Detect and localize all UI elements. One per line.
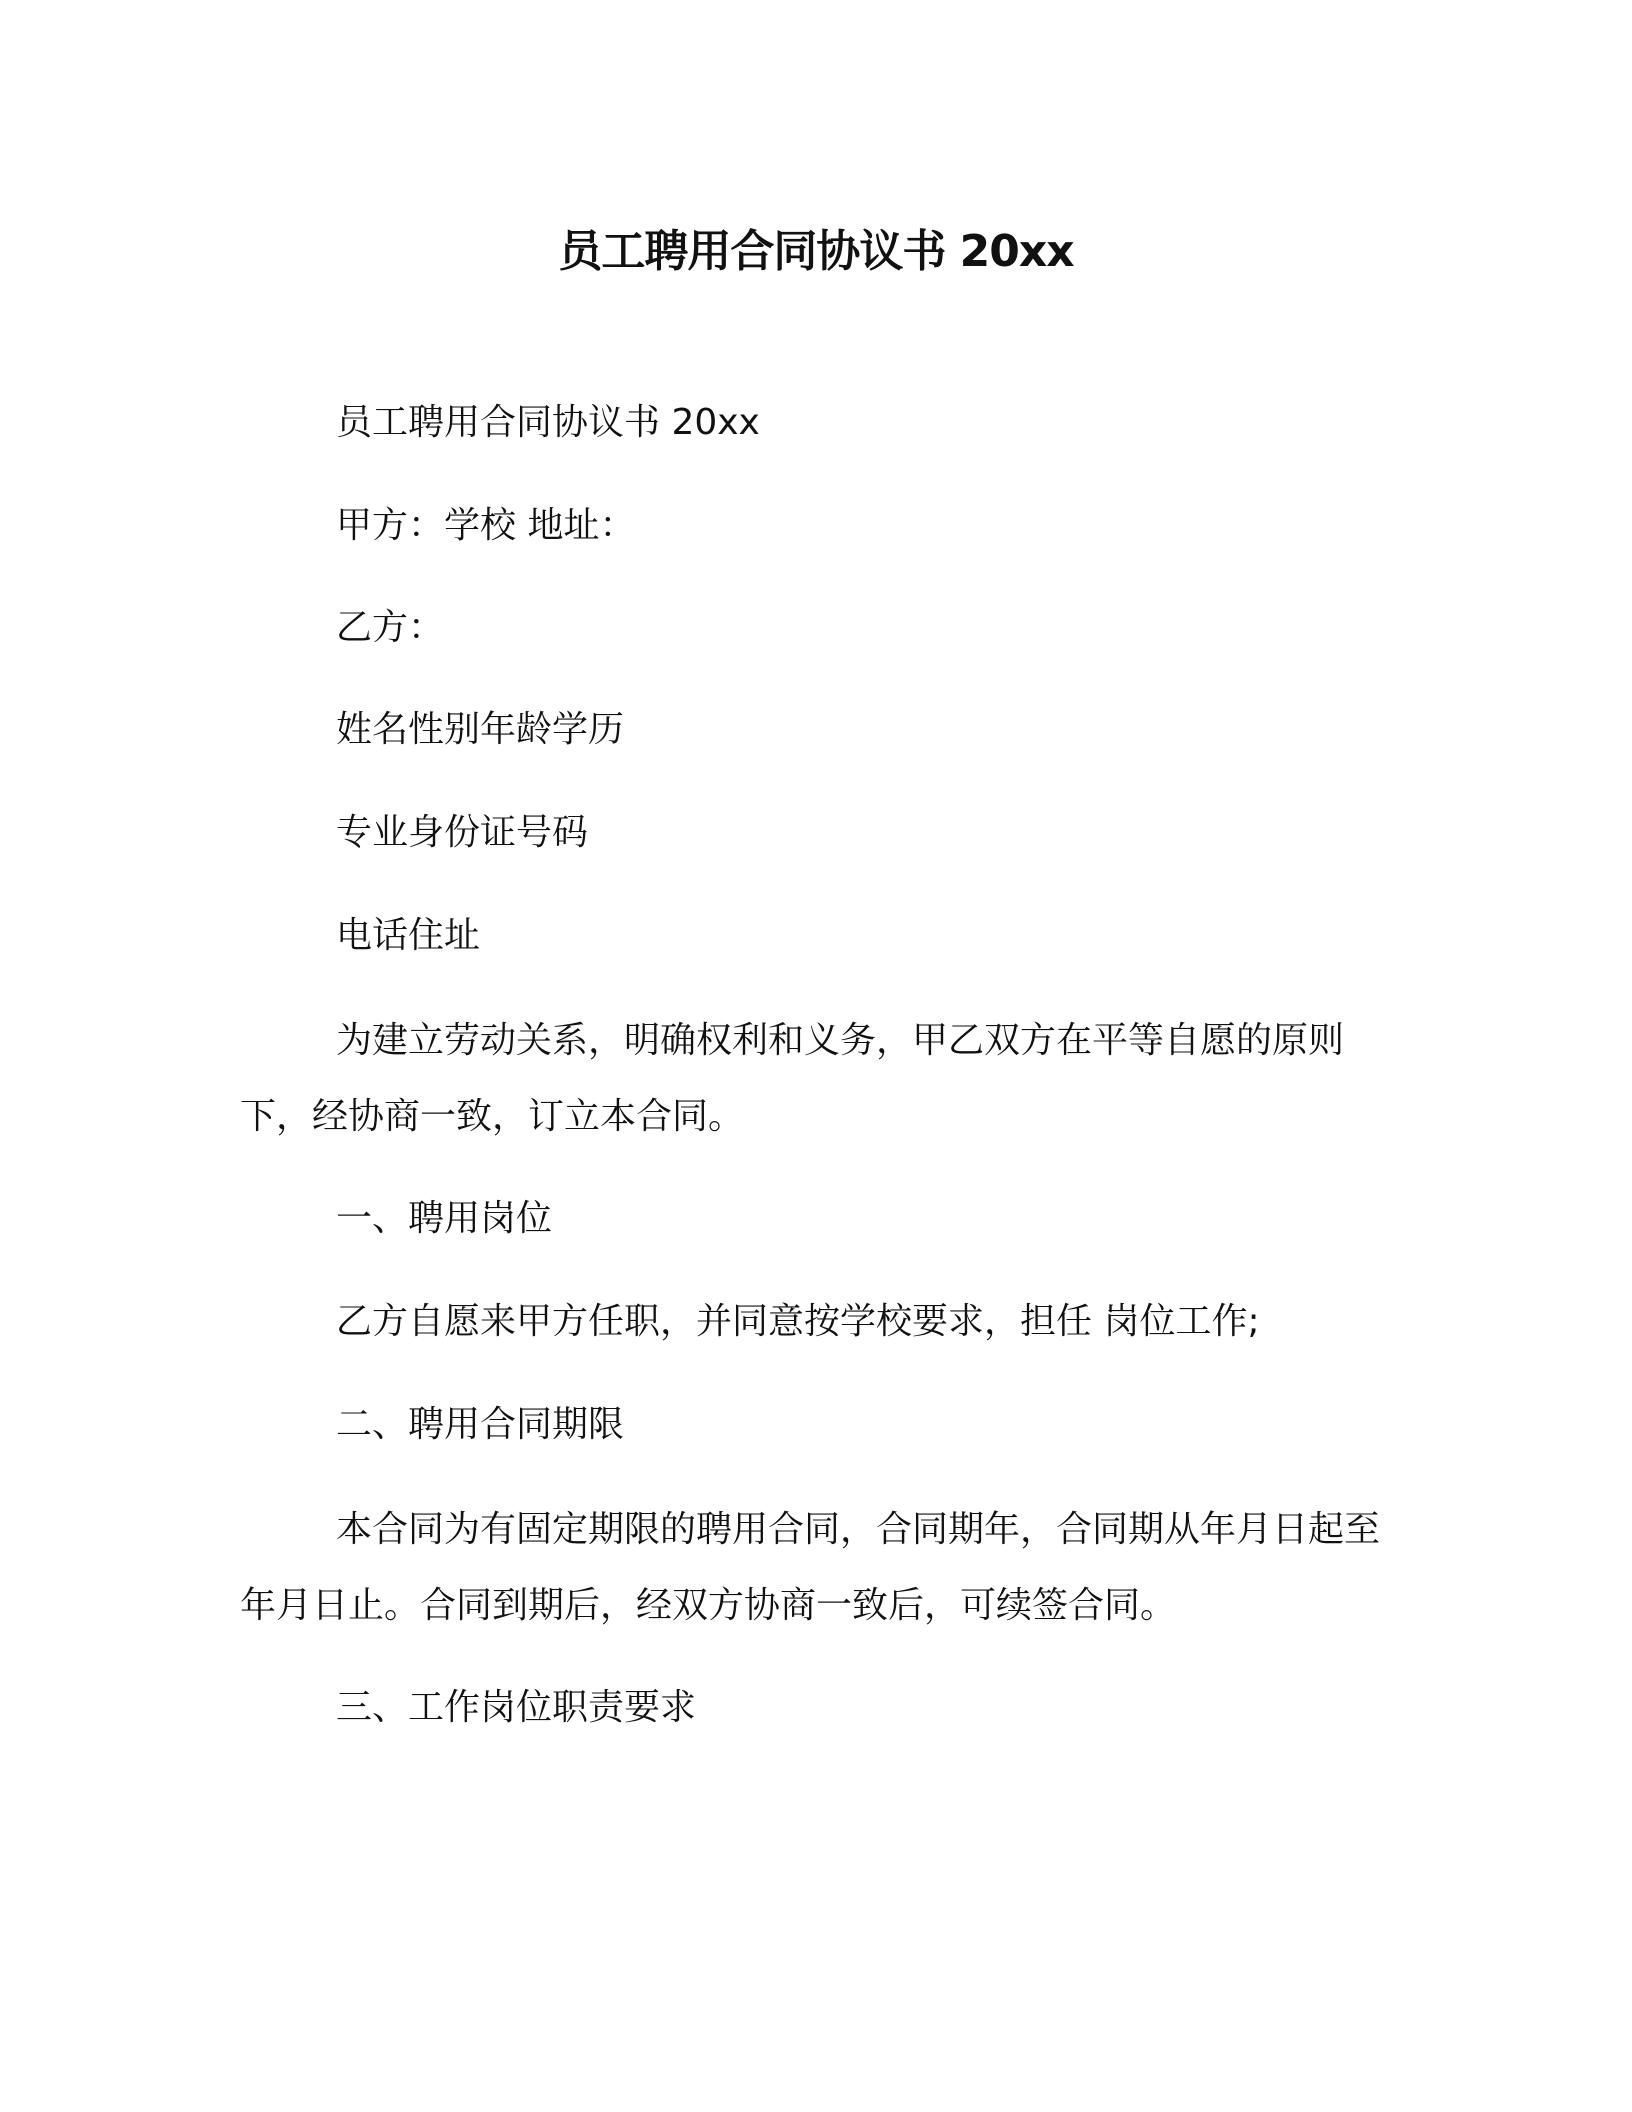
section-2-heading: 二、聘用合同期限 xyxy=(336,1404,625,1445)
section-1-body: 乙方自愿来甲方任职，并同意按学校要求，担任 岗位工作; xyxy=(336,1301,1260,1342)
section-1-heading: 一、聘用岗位 xyxy=(336,1198,553,1239)
party-b-line: 乙方： xyxy=(336,607,445,648)
personal-info-line-3: 电话住址 xyxy=(336,915,481,956)
party-a-line: 甲方：学校 地址： xyxy=(336,505,636,546)
personal-info-line-2: 专业身份证号码 xyxy=(336,812,589,853)
document-subtitle: 员工聘用合同协议书 20xx xyxy=(336,402,760,443)
section-2-body: 本合同为有固定期限的聘用合同，合同期年，合同期从年月日起至年月日止。合同到期后，经双方协商一致后，可续签合同。 xyxy=(240,1509,1381,1626)
document-title: 员工聘用合同协议书 20xx xyxy=(558,226,1074,277)
intro-paragraph: 为建立劳动关系，明确权利和义务，甲乙双方在平等自愿的原则下，经协商一致，订立本合同。 xyxy=(240,1020,1345,1137)
section-3-heading: 三、工作岗位职责要求 xyxy=(336,1687,697,1728)
personal-info-line-1: 姓名性别年龄学历 xyxy=(336,709,625,750)
